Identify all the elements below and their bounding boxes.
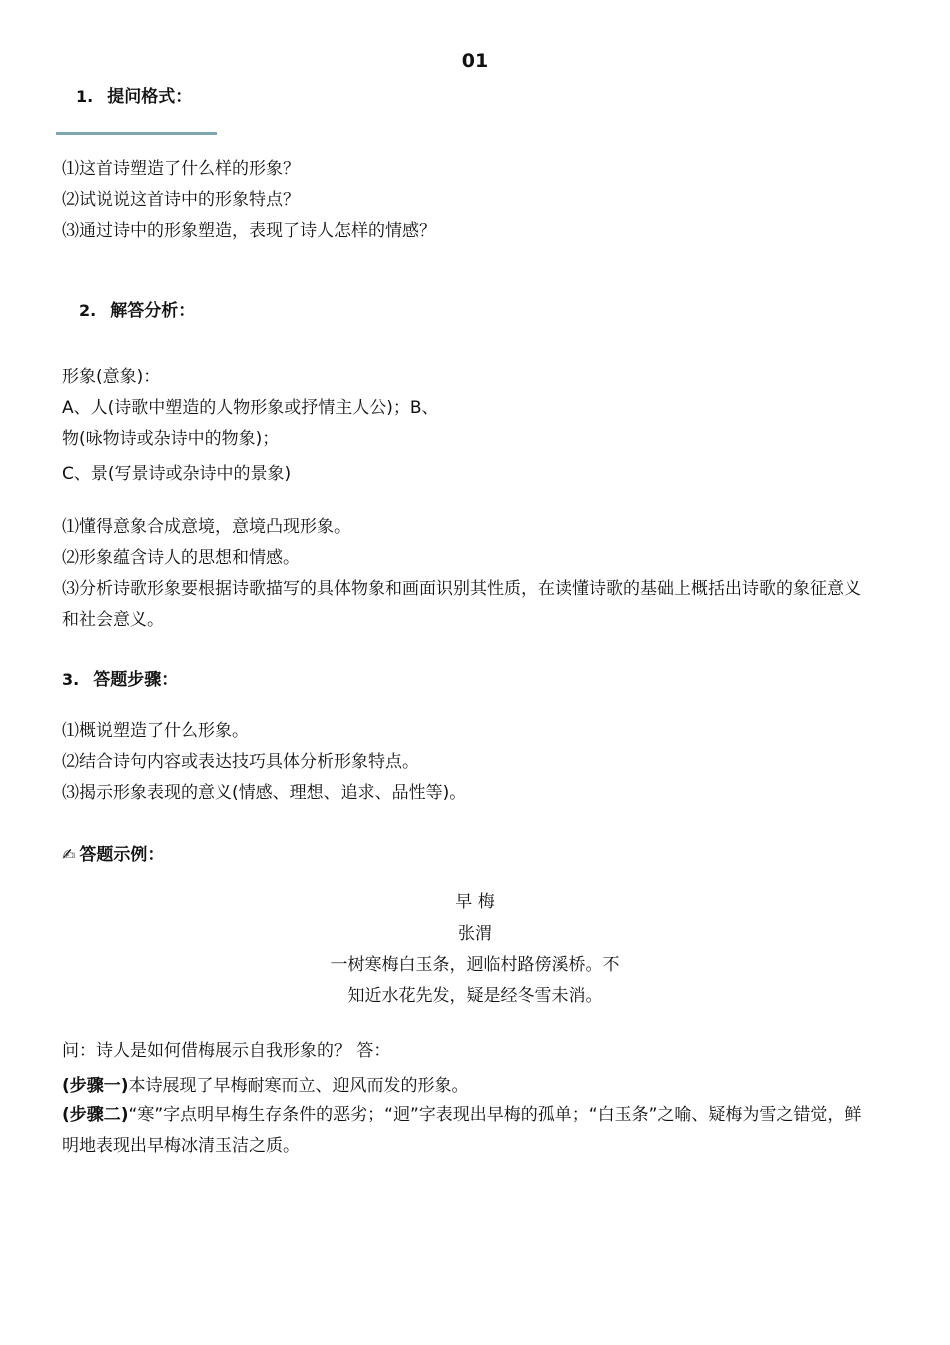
section1-title: 提问格式： — [107, 87, 193, 107]
analysis-point: ⑵形象蕴含诗人的思想和情感。 — [62, 548, 300, 568]
question-format-item: ⑵试说说这首诗中的形象特点？ — [62, 190, 300, 210]
answer-step: ⑴概说塑造了什么形象。 — [62, 721, 249, 741]
step2-text: “寒”字点明早梅生存条件的恶劣；“迥”字表现出早梅的孤单；“白玉条”之喻、疑梅为雪之错觉，鲜明地表现出早梅冰清玉洁之质。 — [62, 1105, 862, 1156]
section3-title: 答题步骤： — [93, 670, 179, 690]
section3-number: 3. — [62, 670, 80, 689]
section2-title: 解答分析： — [110, 301, 196, 321]
question-format-item: ⑴这首诗塑造了什么样的形象？ — [62, 159, 300, 179]
accent-divider — [56, 132, 217, 135]
poem-line: 知近水花先发，疑是经冬雪未消。 — [347, 986, 603, 1006]
poem-title: 早 梅 — [455, 892, 495, 912]
analysis-point: ⑶分析诗歌形象要根据诗歌描写的具体物象和画面识别其性质，在读懂诗歌的基础上概括出诗歌的象征意义和社会意义。 — [62, 579, 861, 630]
image-intro: 形象(意象)： — [62, 367, 161, 387]
example-heading — [62, 840, 164, 865]
analysis-point: ⑴懂得意象合成意境，意境凸现形象。 — [62, 517, 351, 537]
section2-heading — [79, 296, 195, 321]
image-type-c: C、景(写景诗或杂诗中的景象) — [62, 464, 292, 484]
step2-label: (步骤二) — [62, 1105, 129, 1125]
poem-author: 张渭 — [458, 924, 492, 944]
image-type-a: A、人(诗歌中塑造的人物形象或抒情主人公)；B、 — [62, 398, 439, 418]
page-heading-number: 01 — [461, 50, 489, 72]
example-question: 问：诗人是如何借梅展示自我形象的？ 答： — [62, 1041, 391, 1061]
section3-heading — [62, 665, 178, 690]
answer-step: ⑵结合诗句内容或表达技巧具体分析形象特点。 — [62, 752, 419, 772]
section2-number: 2. — [79, 301, 97, 320]
example-step2 — [62, 1100, 872, 1162]
image-type-b: 物(咏物诗或杂诗中的物象)； — [62, 429, 280, 449]
poem-line: 一树寒梅白玉条，迥临村路傍溪桥。不 — [330, 955, 620, 975]
example-title: 答题示例： — [79, 845, 165, 865]
section1-number: 1. — [76, 87, 94, 106]
step1-label: (步骤一) — [62, 1076, 129, 1096]
question-format-item: ⑶通过诗中的形象塑造，表现了诗人怎样的情感？ — [62, 221, 436, 241]
pencil-writing-icon: ✍ — [62, 845, 76, 864]
section1-heading — [76, 82, 192, 107]
step1-text: 本诗展现了早梅耐寒而立、迎风而发的形象。 — [128, 1076, 469, 1096]
answer-step: ⑶揭示形象表现的意义(情感、理想、追求、品性等)。 — [62, 783, 467, 803]
example-step1 — [62, 1075, 469, 1097]
